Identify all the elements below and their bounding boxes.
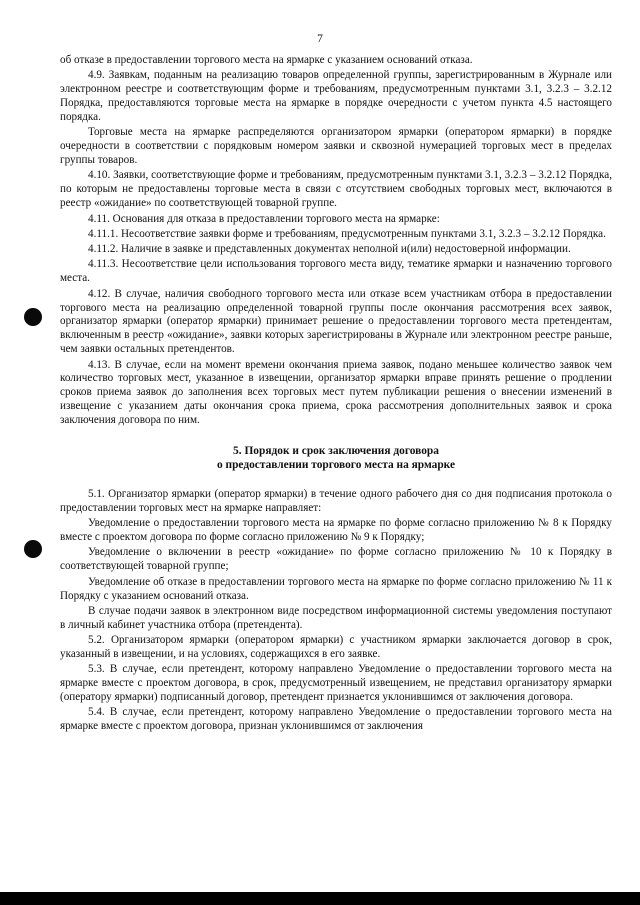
paragraph: Уведомление об отказе в предоставлении торгового места на ярмарке по форме согласно приложению № 11 к Порядку с указанием оснований отказа. [60,575,612,602]
paragraph: 5.2. Организатором ярмарки (оператором ярмарки) с участником ярмарки заключается договор в срок, указанный в извещении, и на условиях, содержащихся в его заявке. [60,634,612,660]
paragraph: Уведомление о включении в реестр «ожидание» по форме согласно приложению № 10 к Порядку в соответствующей товарной группе; [60,546,612,573]
paragraph: 4.11.1. Несоответствие заявки форме и требованиям, предусмотренным пунктами 3.1, 3.2.3 – 3.2.12 Порядка. [88,227,606,240]
paragraph: 4.11. Основания для отказа в предоставлении торгового места на ярмарке: [88,212,440,225]
paragraph: 4.11.3. Несоответствие цели использования торгового места виду, тематике ярмарки и назначению торгового места. [60,258,612,285]
scan-edge-bar [0,892,640,905]
paragraph: 4.13. В случае, если на момент времени окончания приема заявок, подано меньшее количество заявок чем количество торговых мест, указанное в извещении, организатор ярмарки вправе принять решение о продлении сроков приема заявок до заполнения всех торговых мест путем публикации решения о внесении изменений в извещение с указанием даты окончания срока приема, срока рассмотрения дополнительных заявок и срока заключения договора по ним. [60,358,612,427]
paragraph: 4.11.2. Наличие в заявке и представленных документах неполной и(или) недостоверной информации. [88,243,571,256]
document-body [60,54,612,736]
page-number: 7 [317,33,323,45]
section-heading [60,444,612,472]
hole-punch-mark [24,540,42,558]
paragraph: 4.10. Заявки, соответствующие форме и требованиям, предусмотренным пунктами 3.1, 3.2.3 – 3.2.12 Порядка, по которым не предоставлены торговые места в связи с отсутствием свободных торговых мест, включаются в реестр «ожидание» по соответствующей товарной группе. [60,169,612,210]
paragraph: 4.12. В случае, наличия свободного торгового места или отказе всем участникам отбора в предоставлении торгового места на реализацию определенной товарной группы после окончания рассмотрения всех заявок, организатор ярмарки (оператор ярмарки) принимает решение о предоставлении торгового места претендентам, включенным в реестр «ожидание», заявки которых зарегистрированы в Журнале или электронном реестре раньше, чем заявки остальных претендентов. [60,287,612,356]
section-heading-line: 5. Порядок и срок заключения договора [233,445,439,458]
paragraph: 4.9. Заявкам, поданным на реализацию товаров определенной группы, зарегистрированным в Журнале или электронном реестре и соответствующим форме и требованиям, предусмотренным пунктами 3.1, 3.2.3 – 3.2.12 Порядка, предоставляются торговые места на ярмарке в порядке очередности с учетом пункта 4.5 настоящего порядка. [60,69,612,124]
paragraph: В случае подачи заявок в электронном виде посредством информационной системы уведомления поступают в личный кабинет участника отбора (претендента). [60,604,612,631]
paragraph: Уведомление о предоставлении торгового места на ярмарке по форме согласно приложению № 8 к Порядку вместе с проектом договора по форме согласно приложению № 9 к Порядку; [60,517,612,544]
paragraph: 5.4. В случае, если претендент, которому направлено Уведомление о предоставлении торгового места на ярмарке вместе с проектом договора, признан уклонившимся от заключения [60,706,612,733]
hole-punch-mark [24,308,42,326]
paragraph: Торговые места на ярмарке распределяются организатором ярмарки (оператором ярмарки) в порядке очередности в соответствии с порядковым номером заявки и сквозной нумерацией торговых мест в пределах группы товаров. [60,126,612,167]
paragraph: об отказе в предоставлении торгового места на ярмарке с указанием оснований отказа. [60,54,473,66]
paragraph: 5.1. Организатор ярмарки (оператор ярмарки) в течение одного рабочего дня со дня подписания протокола о предоставлении торговых мест на ярмарке направляет: [60,488,612,514]
section-heading-line: о предоставлении торгового места на ярмарке [216,459,455,472]
paragraph: 5.3. В случае, если претендент, которому направлено Уведомление о предоставлении торгового места на ярмарке вместе с проектом договора, в срок, предусмотренный извещением, не представил организатору ярмарки (оператору ярмарки) подписанный договор, претендент признается уклонившимся от заключения договора. [60,663,612,704]
